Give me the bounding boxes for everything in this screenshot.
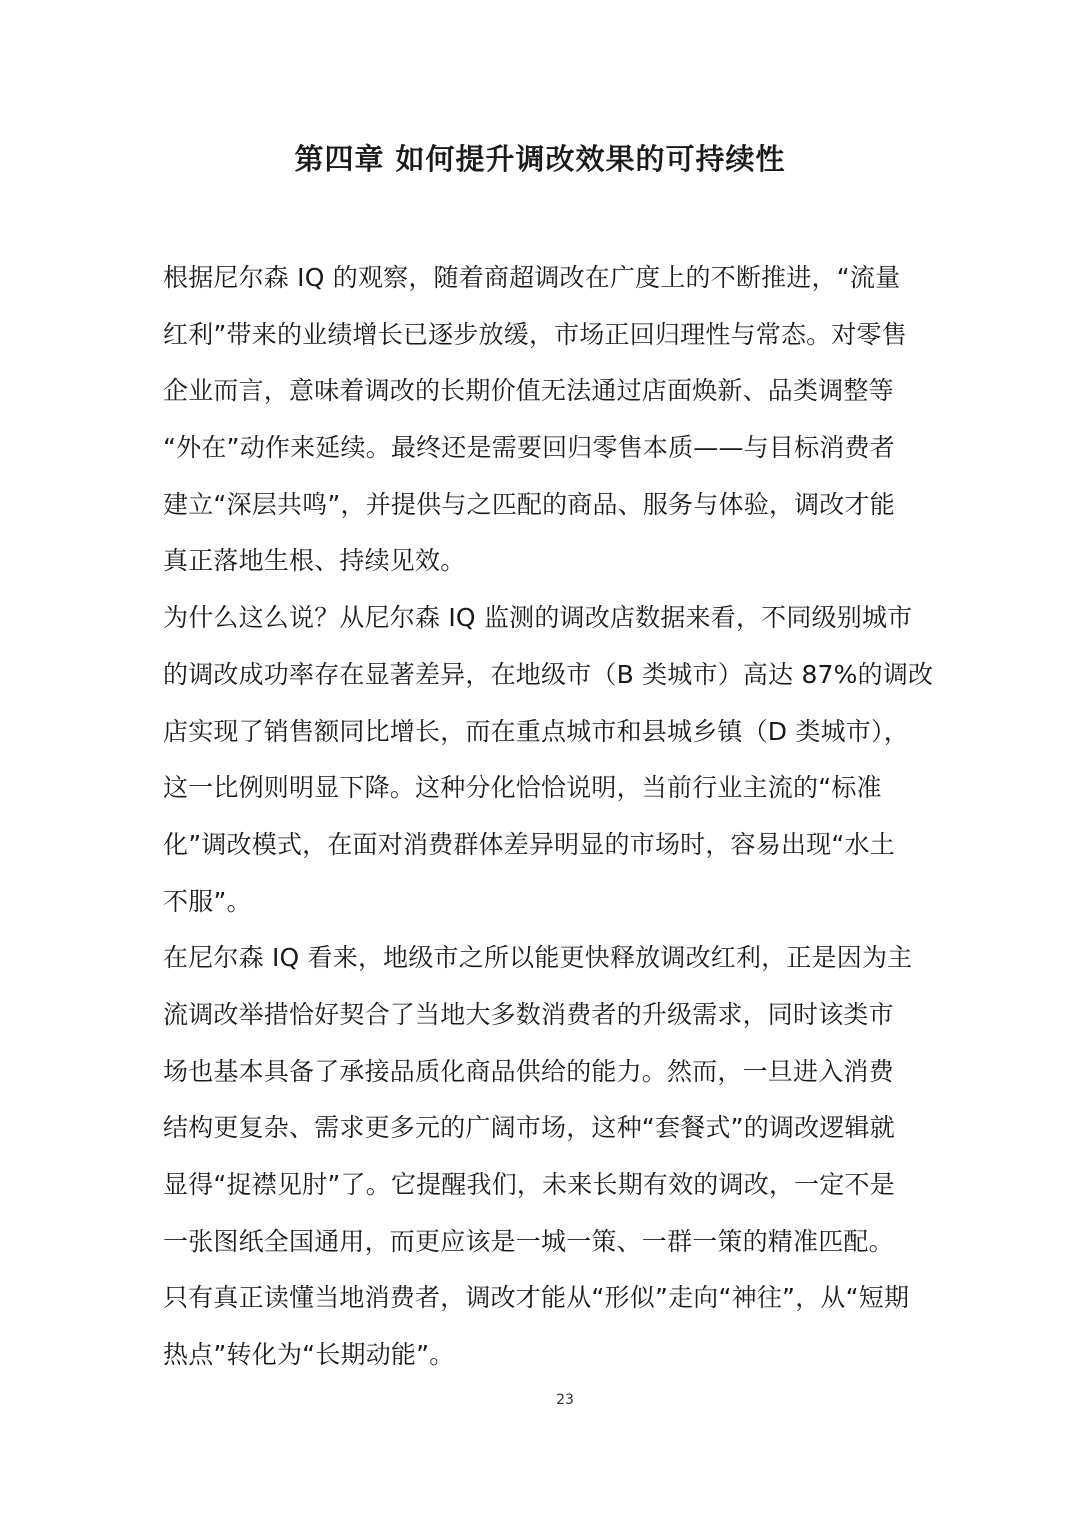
text-line-16: 结构更复杂、需求更多元的广阔市场，这种“套餐式”的调改逻辑就: [163, 1113, 895, 1143]
text-line-9: 店实现了销售额同比增长，而在重点城市和县城乡镇（D 类城市），: [163, 716, 909, 746]
text-line-19: 只有真正读懂当地消费者，调改才能从“形似”走向“神往”，从“短期: [163, 1283, 910, 1313]
text-line-10: 这一比例则明显下降。这种分化恰恰说明，当前行业主流的“标准: [163, 773, 882, 803]
text-line-5: 建立“深层共鸣”，并提供与之匹配的商品、服务与体验，调改才能: [163, 489, 895, 519]
text-line-3: 企业而言，意味着调改的长期价值无法通过店面焕新、品类调整等: [163, 376, 894, 406]
text-line-12: 不服”。: [163, 886, 252, 916]
text-line-2: 红利”带来的业绩增长已逐步放缓，市场正回归理性与常态。对零售: [163, 319, 907, 349]
text-line-8: 的调改成功率存在显著差异，在地级市（B 类城市）高达 87%的调改: [163, 659, 934, 689]
page-number: 23: [556, 1392, 574, 1408]
text-line-15: 场也基本具备了承接品质化商品供给的能力。然而，一旦进入消费: [163, 1056, 894, 1086]
text-line-13: 在尼尔森 IQ 看来，地级市之所以能更快释放调改红利，正是因为主: [163, 943, 913, 973]
text-line-14: 流调改举措恰好契合了当地大多数消费者的升级需求，同时该类市: [163, 999, 894, 1029]
text-line-17: 显得“捉襟见肘”了。它提醒我们，未来长期有效的调改，一定不是: [163, 1170, 895, 1199]
text-line-18: 一张图纸全国通用，而更应该是一城一策、一群一策的精准匹配。: [163, 1226, 894, 1256]
text-line-4: “外在”动作来延续。最终还是需要回归零售本质——与目标消费者: [163, 433, 895, 463]
text-line-20: 热点”转化为“长期动能”。: [163, 1340, 455, 1370]
chapter-title: 第四章 如何提升调改效果的可持续性: [294, 142, 786, 176]
text-line-7: 为什么这么说？从尼尔森 IQ 监测的调改店数据来看，不同级别城市: [163, 603, 913, 633]
body-text: [163, 250, 934, 1384]
text-line-6: 真正落地生根、持续见效。: [163, 546, 466, 576]
text-line-1: 根据尼尔森 IQ 的观察，随着商超调改在广度上的不断推进，“流量: [163, 263, 901, 292]
text-line-11: 化”调改模式，在面对消费群体差异明显的市场时，容易出现“水土: [163, 829, 895, 859]
